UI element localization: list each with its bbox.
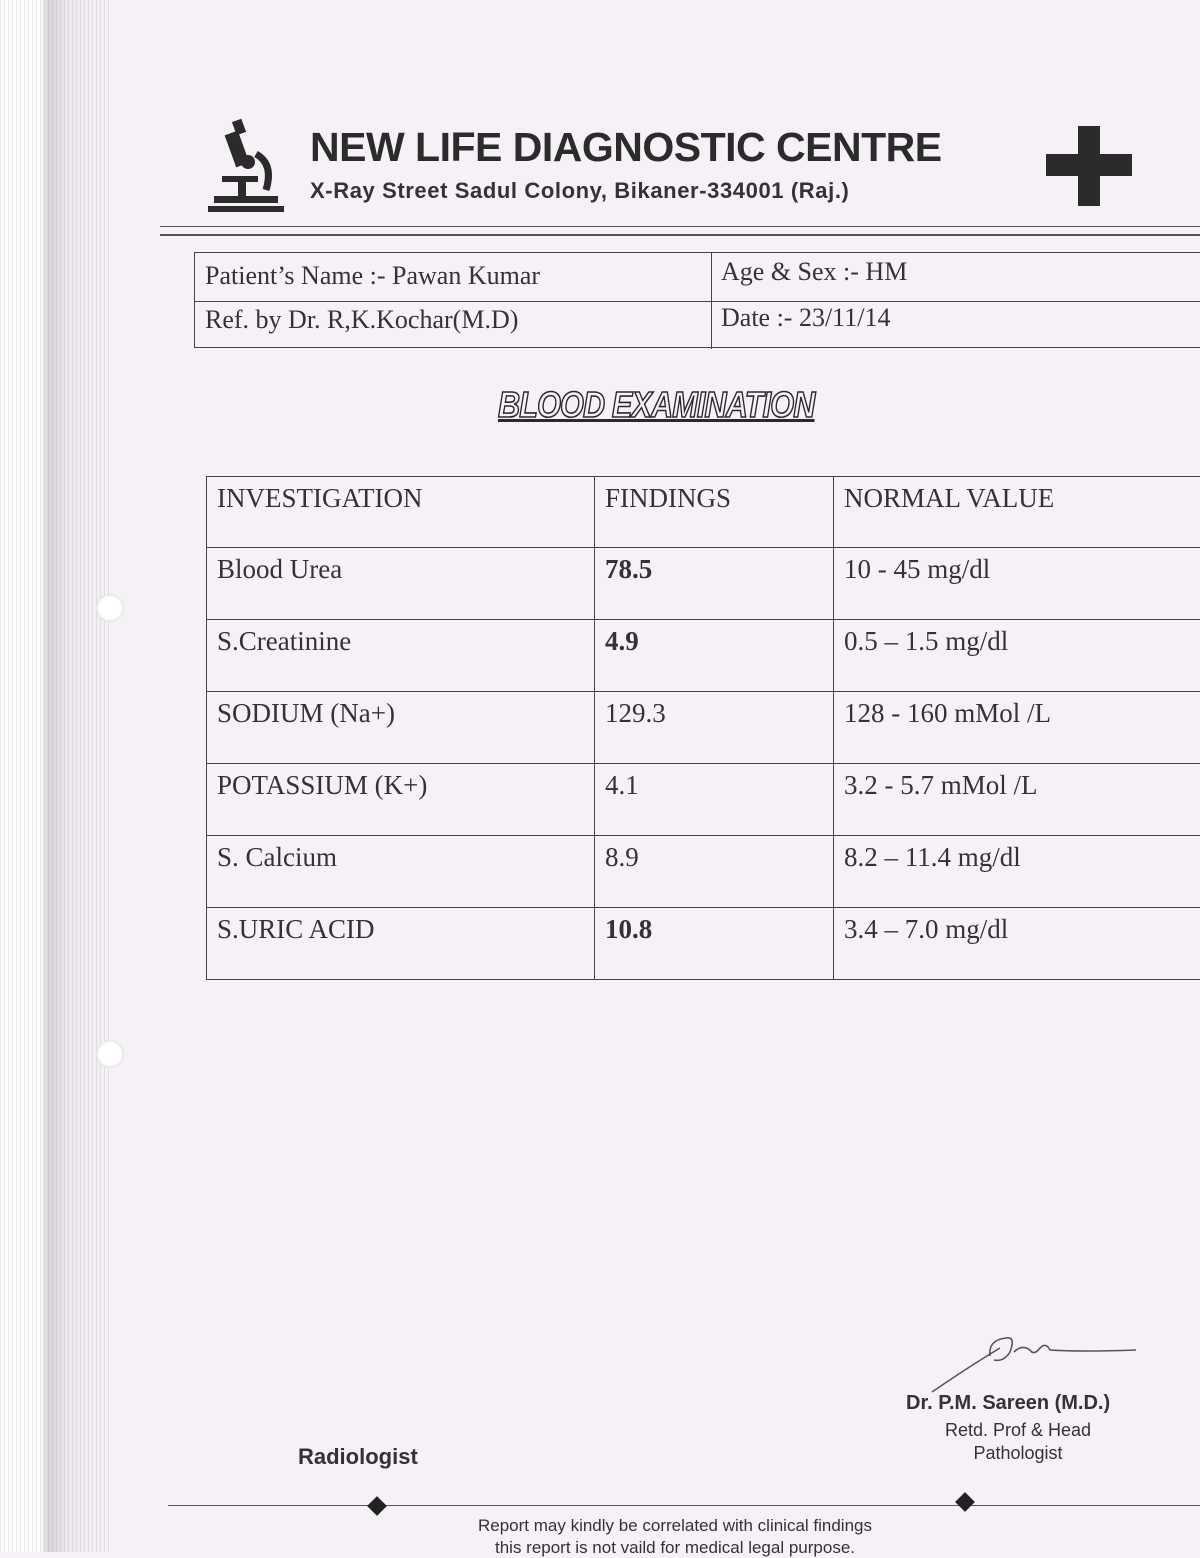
table-header-row [207,477,1200,548]
radiologist-label: Radiologist [298,1444,418,1470]
patient-info-box [194,252,1200,348]
finding-cell: 4.9 [595,620,834,692]
table-row [207,548,1200,620]
table-row [207,764,1200,836]
age-sex: Age & Sex :- HM [721,257,907,287]
investigation-cell: S. Calcium [207,836,595,908]
investigation-cell: S.URIC ACID [207,908,595,980]
doctor-title: Retd. Prof & Head [898,1420,1138,1441]
punch-hole [96,1040,124,1068]
normal-value-cell: 0.5 – 1.5 mg/dl [834,620,1200,692]
table-row [207,908,1200,980]
finding-cell: 10.8 [595,908,834,980]
investigation-cell: Blood Urea [207,548,595,620]
normal-value-cell: 3.4 – 7.0 mg/dl [834,908,1200,980]
org-address: X-Ray Street Sadul Colony, Bikaner-334001 (Raj.) [310,178,849,204]
investigation-cell: S.Creatinine [207,620,595,692]
normal-value-cell: 3.2 - 5.7 mMol /L [834,764,1200,836]
medical-cross-icon [1046,126,1132,206]
punch-hole [96,594,124,622]
investigation-cell: SODIUM (Na+) [207,692,595,764]
table-row [207,836,1200,908]
normal-value-cell: 10 - 45 mg/dl [834,548,1200,620]
microscope-icon [208,118,284,214]
disclaimer: this report is not vaild for medical legal purpose. [375,1538,975,1558]
patient-name: Patient’s Name :- Pawan Kumar [205,261,540,291]
header-rule [160,234,1200,236]
doctor-name: Dr. P.M. Sareen (M.D.) [906,1392,1110,1415]
signature-mark [930,1326,1140,1396]
doctor-title: Pathologist [898,1443,1138,1464]
header-rule [160,226,1200,227]
report-date: Date :- 23/11/14 [721,303,890,333]
investigation-cell: POTASSIUM (K+) [207,764,595,836]
referred-by: Ref. by Dr. R,K.Kochar(M.D) [205,305,518,335]
footer-rule [168,1505,1200,1506]
column-header: INVESTIGATION [207,477,595,548]
table-row [207,692,1200,764]
diamond-ornament-icon [367,1496,387,1516]
normal-value-cell: 8.2 – 11.4 mg/dl [834,836,1200,908]
diamond-ornament-icon [955,1492,975,1512]
scan-edge [0,0,110,1552]
report-title: BLOOD EXAMINATION [498,384,814,426]
table-row [207,620,1200,692]
org-name: NEW LIFE DIAGNOSTIC CENTRE [310,124,942,171]
finding-cell: 129.3 [595,692,834,764]
disclaimer: Report may kindly be correlated with clinical findings [375,1516,975,1536]
normal-value-cell: 128 - 160 mMol /L [834,692,1200,764]
finding-cell: 4.1 [595,764,834,836]
finding-cell: 78.5 [595,548,834,620]
column-header: FINDINGS [595,477,834,548]
results-table [206,476,1200,980]
column-header: NORMAL VALUE [834,477,1200,548]
finding-cell: 8.9 [595,836,834,908]
